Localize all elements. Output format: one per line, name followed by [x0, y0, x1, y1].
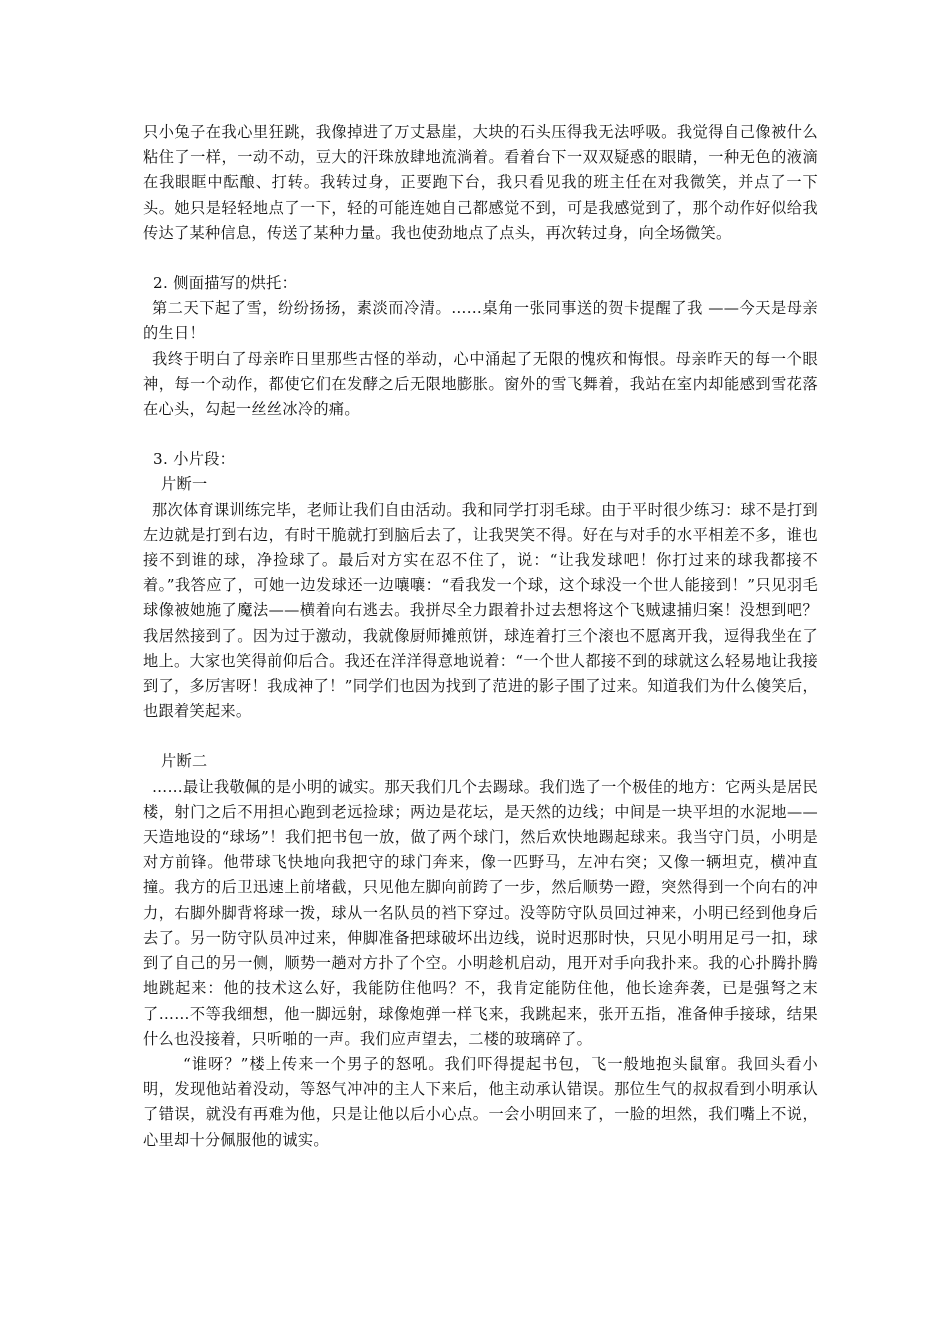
- section-2-paragraph-1: 第二天下起了雪，纷纷扬扬，素淡而冷清。……桌角一张同事送的贺卡提醒了我 ——今天是母亲的生日！: [143, 299, 818, 343]
- fragment-2-text: ……最让我敬佩的是小明的诚实。那天我们几个去踢球。我们选了一个极佳的地方：它两头是居民楼，射门之后不用担心跑到老远捡球；两边是花坛，是天然的边线；中间是一块平坦的水泥地——天造地设的“球场”！我们把书包一放，做了两个球门，然后欢快地踢起球来。我当守门员，小明是对方前锋。他带球飞快地向我把守的球门奔来，像一匹野马，左冲右突；又像一辆坦克，横冲直撞。我方的后卫迅速上前堵截，只见他左脚向前跨了一步，然后顺势一蹬，突然得到一个向右的冲力，右脚外脚背将球一拨，球从一名队员的裆下穿过。没等防守队员回过神来，小明已经到他身后去了。另一防守队员冲过来，伸脚准备把球破坏出边线，说时迟那时快，只见小明用足弓一扣，球到了自己的另一侧，顺势一趟对方扑了个空。小明趁机启动，甩开对手向我扑来。我的心扑腾扑腾地跳起来：他的技术这么好，我能防住他吗？不，我肯定能防住他，他长途奔袭，已是强弩之末了……不等我细想，他一脚远射，球像炮弹一样飞来，我跳起来，张开五指，准备伸手接球，结果什么也没接着，只听啪的一声。我们应声望去，二楼的玻璃碎了。: [143, 777, 818, 1048]
- fragment-2-text-continued: “谁呀？”楼上传来一个男子的怒吼。我们吓得提起书包，飞一般地抱头鼠窜。我回头看小明，发现他站着没动，等怒气冲冲的主人下来后，他主动承认错误。那位生气的叔叔看到小明承认了错误，就没有再难为他，只是让他以后小心点。一会小明回来了，一脸的坦然，我们嘴上不说，心里却十分佩服他的诚实。: [143, 1054, 818, 1149]
- fragment-1-text: 那次体育课训练完毕，老师让我们自由活动。我和同学打羽毛球。由于平时很少练习：球不是打到左边就是打到右边，有时干脆就打到脑后去了，让我哭笑不得。好在与对手的水平相差不多，谁也接不到谁的球，净捡球了。最后对方实在忍不住了，说：“让我发球吧！你打过来的球我都接不着。”我答应了，可她一边发球还一边嚷嚷：“看我发一个球，这个球没一个世人能接到！”只见羽毛球像被她施了魔法——横着向右逃去。我拼尽全力跟着扑过去想将这个飞贼逮捕归案！没想到吧？我居然接到了。因为过于激动，我就像厨师摊煎饼，球连着打三个滚也不愿离开我，逗得我坐在了地上。大家也笑得前仰后合。我还在洋洋得意地说着：“一个世人都接不到的球就这么轻易地让我接到了，多厉害呀！我成神了！”同学们也因为找到了范进的影子围了过来。知道我们为什么傻笑后，也跟着笑起来。: [143, 500, 818, 721]
- section-2-paragraph-2: 我终于明白了母亲昨日里那些古怪的举动，心中涌起了无限的愧疚和悔恨。母亲昨天的每一个眼神，每一个动作，都使它们在发酵之后无限地膨胀。窗外的雪飞舞着，我站在室内却能感到雪花落在心头，勾起一丝丝冰冷的痛。: [143, 349, 818, 419]
- spacer: [143, 724, 818, 749]
- spacer: [143, 246, 818, 271]
- spacer: [143, 422, 818, 447]
- document-body: [143, 120, 818, 1153]
- fragment-1-title: 片断一: [161, 475, 208, 494]
- section-heading-3: 3. 小片段：: [153, 450, 236, 469]
- section-heading-2: 2. 侧面描写的烘托：: [153, 274, 298, 293]
- intro-paragraph: 只小兔子在我心里狂跳，我像掉进了万丈悬崖，大块的石头压得我无法呼吸。我觉得自己像被什么粘住了一样，一动不动，豆大的汗珠放肆地流淌着。看着台下一双双疑惑的眼睛，一种无色的液滴在我眼眶中酝酿、打转。我转过身，正要跑下台，我只看见我的班主任在对我微笑，并点了一下头。她只是轻轻地点了一下，轻的可能连她自己都感觉不到，可是我感觉到了，那个动作好似给我传达了某种信息，传送了某种力量。我也使劲地点了点头，再次转过身，向全场微笑。: [143, 123, 818, 242]
- fragment-2-title: 片断二: [161, 752, 208, 771]
